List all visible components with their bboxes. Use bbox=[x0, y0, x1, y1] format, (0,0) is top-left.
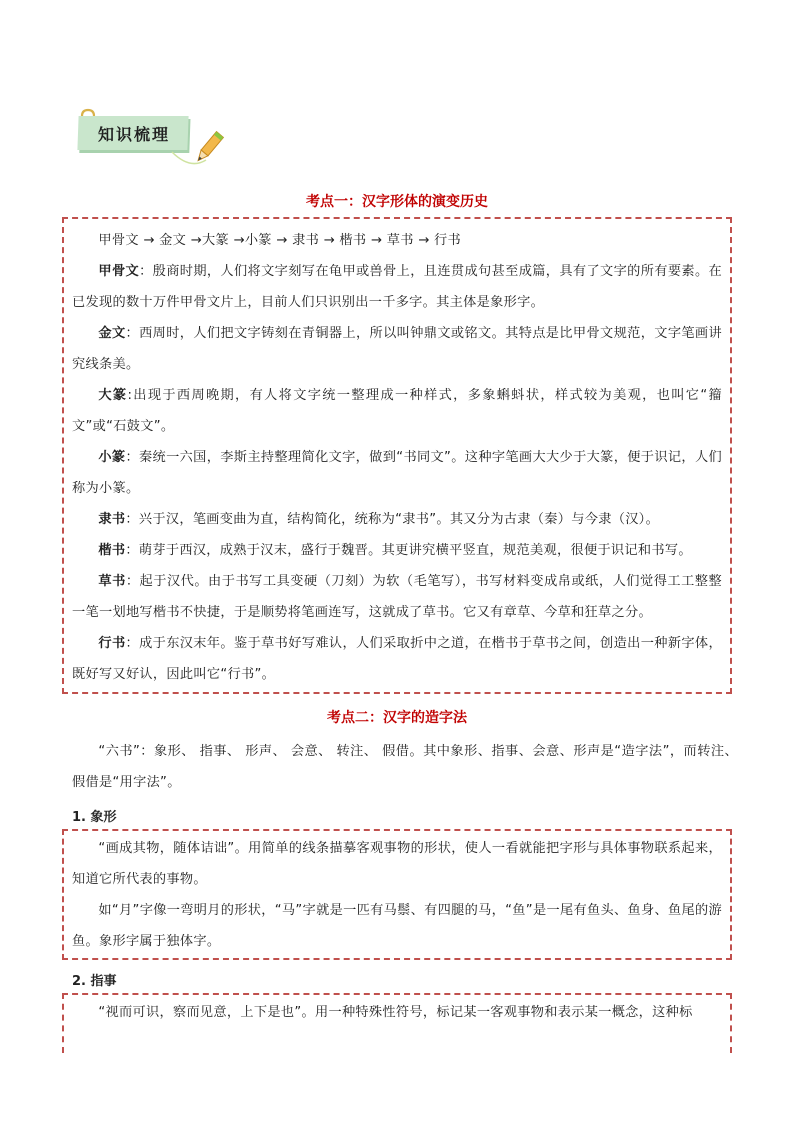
entry-text: 西周时，人们把文字铸刻在青铜器上，所以叫钟鼎文或铭文。其特点是比甲骨文规范，文字笔画讲究线条美。 bbox=[72, 326, 722, 372]
entry-paragraph bbox=[72, 318, 722, 380]
knowledge-banner bbox=[70, 106, 260, 168]
entry-separator: ： bbox=[125, 574, 140, 589]
xiangxing-para-2: 如“月”字像一弯明月的形状，“马”字就是一匹有马鬃、有四腿的马，“鱼”是一尾有鱼头、鱼身、鱼尾的游鱼。象形字属于独体字。 bbox=[72, 903, 722, 949]
entry-separator: ： bbox=[139, 264, 153, 279]
entry-term: 金文 bbox=[98, 326, 126, 341]
entry-text: 成于东汉末年。鉴于草书好写难认，人们采取折中之道，在楷书于草书之间，创造出一种新字体，既好写又好认，因此叫它“行书”。 bbox=[72, 636, 722, 682]
entry-term: 大篆 bbox=[98, 388, 128, 403]
entry-paragraph bbox=[72, 628, 722, 690]
entry-term: 楷书 bbox=[98, 543, 126, 558]
entry-text: 萌芽于西汉，成熟于汉末，盛行于魏晋。其更讲究横平竖直，规范美观，很便于识记和书写。 bbox=[138, 543, 692, 558]
entry-term: 甲骨文 bbox=[98, 264, 140, 279]
xiangxing-box bbox=[62, 829, 732, 960]
section1-box bbox=[62, 217, 732, 694]
entry-text: 殷商时期，人们将文字刻写在龟甲或兽骨上，且连贯成句甚至成篇，具有了文字的所有要素。在已发现的数十万件甲骨文片上，目前人们只识别出一千多字。其主体是象形字。 bbox=[72, 264, 722, 310]
zhishi-para-1: “视而可识，察而见意，上下是也”。用一种特殊性符号，标记某一客观事物和表示某一概念，这种标 bbox=[98, 1005, 693, 1020]
entry-paragraph bbox=[72, 566, 722, 628]
entry-separator: ： bbox=[125, 543, 139, 558]
entry-separator: ： bbox=[125, 450, 140, 465]
entry-term: 隶书 bbox=[98, 512, 126, 527]
entry-text: 兴于汉，笔画变曲为直，结构简化，统称为“隶书”。其又分为古隶（秦）与今隶（汉）。 bbox=[138, 512, 660, 527]
entry-paragraph bbox=[72, 535, 722, 566]
xiangxing-para-1: “画成其物，随体诘诎”。用简单的线条描摹客观事物的形状，使人一看就能把字形与具体事物联系起来，知道它所代表的事物。 bbox=[72, 841, 722, 887]
entry-paragraph bbox=[72, 504, 722, 535]
pencil-icon bbox=[188, 128, 228, 168]
zhishi-box bbox=[62, 993, 732, 1053]
evolution-line: 甲骨文 → 金文 →大篆 →小篆 → 隶书 → 楷书 → 草书 → 行书 bbox=[98, 233, 462, 248]
entry-text: 起于汉代。由于书写工具变硬（刀刻）为软（毛笔写），书写材料变成帛或纸，人们觉得工工整整一笔一划地写楷书不快捷，于是顺势将笔画连写，这就成了草书。它又有章草、今草和狂草之分。 bbox=[72, 574, 723, 620]
subheading-xiangxing: 1. 象形 bbox=[72, 810, 117, 825]
section2-title: 考点二：汉字的造字法 bbox=[327, 710, 467, 726]
entry-separator: : bbox=[127, 388, 133, 403]
entry-separator: ： bbox=[125, 326, 140, 341]
entry-paragraph bbox=[72, 380, 722, 442]
section1-title: 考点一：汉字形体的演变历史 bbox=[306, 194, 488, 210]
entry-term: 行书 bbox=[98, 636, 126, 651]
intro-paragraph: “六书”：象形、 指事、 形声、 会意、 转注、 假借。其中象形、指事、会意、形声是“造字法”，而转注、假借是“用字法”。 bbox=[72, 744, 738, 790]
entry-text: 出现于西周晚期，有人将文字统一整理成一种样式，多象蝌蚪状，样式较为美观，也叫它“籀文”或“石鼓文”。 bbox=[72, 388, 722, 434]
entry-separator: ： bbox=[125, 512, 139, 527]
entries-list bbox=[72, 256, 722, 690]
entry-paragraph bbox=[72, 256, 722, 318]
banner-label: 知识梳理 bbox=[98, 125, 171, 144]
entry-separator: ： bbox=[125, 636, 140, 651]
entry-term: 草书 bbox=[98, 574, 126, 589]
entry-paragraph bbox=[72, 442, 722, 504]
subheading-zhishi: 2. 指事 bbox=[72, 974, 117, 989]
entry-text: 秦统一六国，李斯主持整理简化文字，做到“书同文”。这种字笔画大大少于大篆，便于识记，人们称为小篆。 bbox=[72, 450, 722, 496]
entry-term: 小篆 bbox=[98, 450, 126, 465]
section2-intro bbox=[72, 736, 738, 798]
